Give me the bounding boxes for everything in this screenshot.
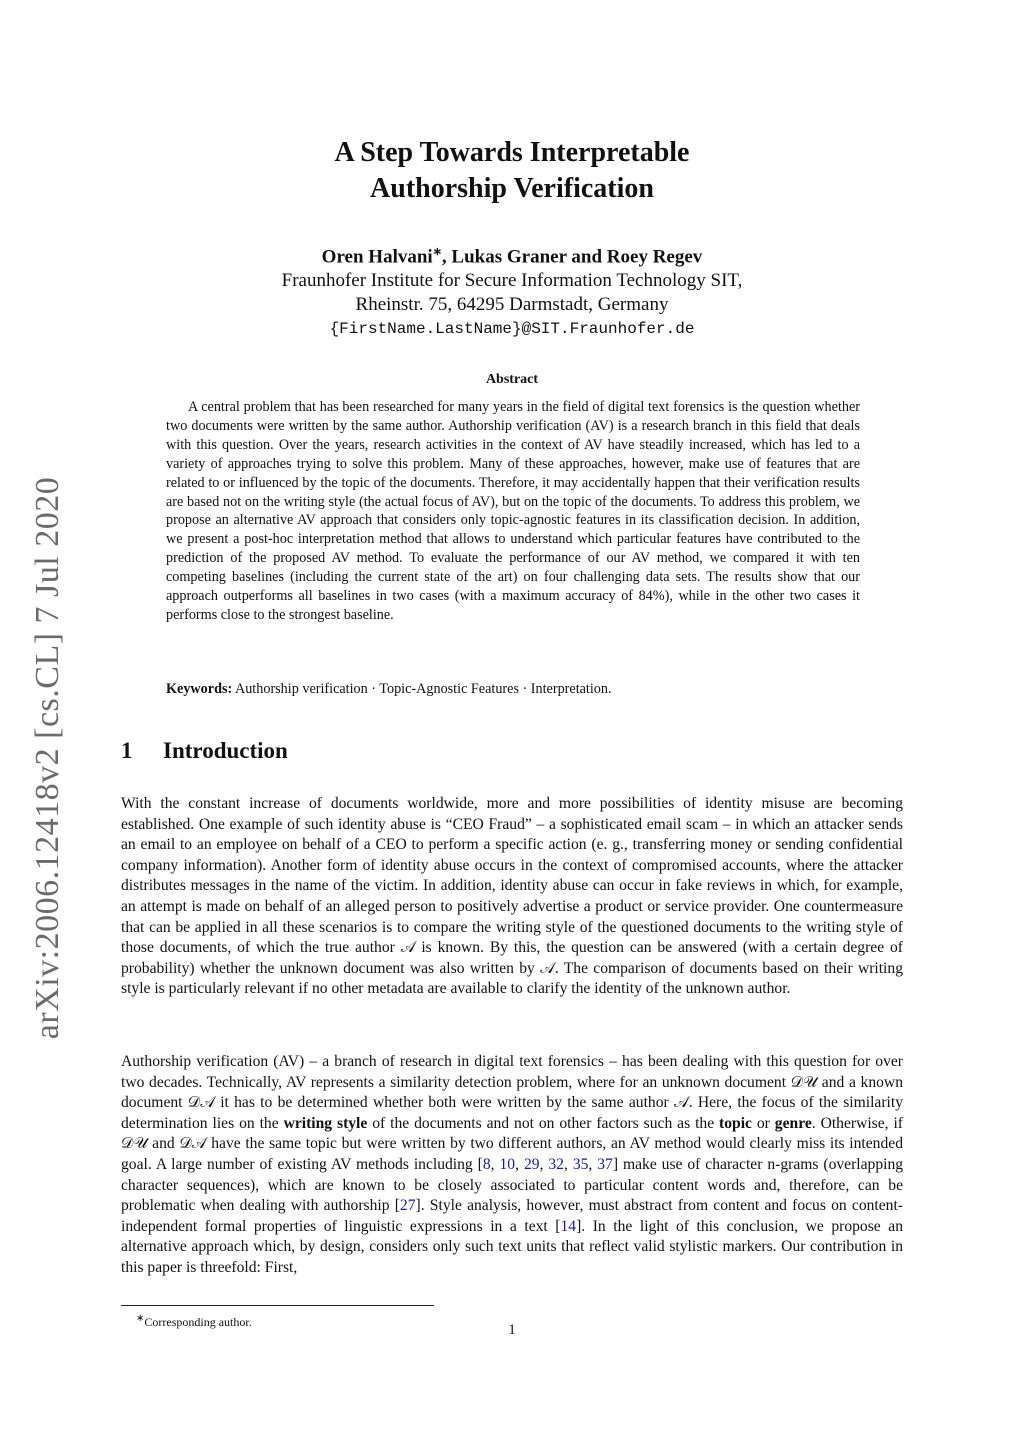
intro-paragraph-1: With the constant increase of documents worldwide, more and more possibilities of identity misuse are becoming established. One example of such identity abuse is “CEO Fraud” – a sophisticated email scam – in which an attacker sends an email to an employee on behalf of a CEO to perform a specific action (e. g., transferring money or sending confidential company information). Another form of identity abuse occurs in the context of compromised accounts, where the attacker distributes messages in the name of the victim. In addition, identity abuse can occur in fake reviews in which, for example, an attempt is made on behalf of an alleged person to positively advertise a product or service provider. One countermeasure that can be applied in all these scenarios is to compare the writing style of the questioned documents to the writing style of those documents, of which the true author 𝒜 is known. By this, the question can be answered (with a certain degree of probability) whether the unknown document was also written by 𝒜. The comparison of documents based on their writing style is particularly relevant if no other metadata are available to clarify the identity of the unknown author. [121, 795, 903, 998]
section-heading [121, 738, 288, 764]
first-author: Oren Halvani [321, 246, 433, 268]
footnote-text: Corresponding author. [144, 1315, 252, 1329]
p2-text-c: or [751, 1114, 775, 1132]
affiliation-line-2: Rheinstr. 75, 64295 Darmstadt, Germany [355, 294, 669, 316]
citation-link[interactable]: 8 [482, 1155, 491, 1173]
p2-text-b: of the documents and not on other factors such as the [367, 1114, 720, 1132]
keywords [166, 681, 860, 698]
paper-title [0, 135, 1024, 207]
citation-link[interactable]: 32 [548, 1155, 564, 1173]
p2-text-e: ] make use of character n-grams (overlapping character sequences), which are known to be closely associated to particular content words and, therefore, can be problematic when dealing with authorship [ [121, 1155, 904, 1215]
footnote-marker: ∗ [136, 1313, 145, 1324]
abstract-text: A central problem that has been researched for many years in the field of digital text forensics is the question whether two documents were written by the same author. Authorship verification (AV) is a research branch in this field that deals with this question. Over the years, research activities in the context of AV have steadily increased, which has led to a variety of approaches trying to solve this problem. Many of these approaches, however, make use of features that are related to or influenced by the topic of the documents. Therefore, it may accidentally happen that their verification results are based not on the writing style (the actual focus of AV), but on the topic of the documents. To address this problem, we propose an alternative AV approach that considers only topic-agnostic features in its classification decision. In addition, we present a post-hoc interpretation method that allows to understand which particular features have contributed to the prediction of the proposed AV method. To evaluate the performance of our AV method, we compared it with ten competing baselines (including the current state of the art) on four challenging data sets. The results show that our approach outperforms all baselines in two cases (with a maximum accuracy of 84%), while in the other two cases it performs close to the strongest baseline. [166, 399, 860, 623]
citation-link[interactable]: 27 [399, 1197, 416, 1215]
citation-link[interactable]: 14 [560, 1217, 577, 1235]
affiliation-line-1: Fraunhofer Institute for Secure Information Technology SIT, [281, 270, 743, 292]
arxiv-identifier-text: arXiv:2006.12418v2 [cs.CL] 7 Jul 2020 [29, 476, 66, 1039]
title-line-2: Authorship Verification [370, 173, 654, 204]
title-line-1: A Step Towards Interpretable [334, 137, 690, 168]
citation-link[interactable]: 37 [597, 1155, 613, 1173]
genre-term: genre [774, 1114, 812, 1132]
corresponding-marker: ∗ [432, 246, 442, 258]
author-block [0, 240, 1024, 341]
arxiv-identifier [26, 470, 70, 1045]
citation-link[interactable]: 10 [499, 1155, 516, 1173]
page-number: 1 [508, 1322, 516, 1338]
footnote-rule [121, 1305, 434, 1306]
author-names [0, 240, 1024, 269]
p2-text-d: . Otherwise, if 𝒟𝒰 and 𝒟𝒜 have the same topic but were written by two different authors, an AV method would clearly miss its intended goal. A large number of existing AV methods including [ [121, 1114, 903, 1173]
p2-text-g: ]. In the light of this conclusion, we propose an alternative approach which, by design, considers only such text units that reflect valid stylistic markers. Our contribution in this paper is threefold: First, [121, 1217, 903, 1276]
section-number: 1 [121, 738, 133, 763]
keywords-text: Authorship verification · Topic-Agnostic Features · Interpretation. [234, 681, 612, 697]
abstract-heading: Abstract [485, 372, 539, 387]
topic-term: topic [719, 1114, 752, 1132]
intro-paragraph-2: Authorship verification (AV) – a branch of research in digital text forensics – has been dealing with this question for over two decades. Technically, AV represents a similarity detection problem, where for an unknown document 𝒟𝒰 and a known document 𝒟𝒜 it has to be determined whether both were written by the same author 𝒜. Here, the focus of the similarity determination lies on the writing style of the documents and not on other factors such as the topic or genre. Otherwise, if 𝒟𝒰 and 𝒟𝒜 have the same topic but were written by two different authors, an AV method would clearly miss its intended goal. A large number of existing AV methods including [8, 10, 29, 32, 35, 37] make use of character n-grams (overlapping character sequences), which are known to be closely associated to particular content words and, therefore, can be problematic when dealing with authorship [27]. Style analysis, however, must abstract from content and focus on content-independent formal properties of linguistic expressions in a text [14]. In the light of this conclusion, we propose an alternative approach which, by design, considers only such text units that reflect valid stylistic markers. Our contribution in this paper is threefold: First, [121, 1053, 904, 1276]
citation-link[interactable]: 29 [523, 1155, 540, 1173]
section-title: Introduction [163, 738, 288, 763]
keywords-label: Keywords: [166, 681, 233, 697]
author-email: {FirstName.LastName}@SIT.Fraunhofer.de [329, 320, 695, 339]
other-authors: , Lukas Graner and Roey Regev [441, 246, 703, 268]
p2-text-a: Authorship verification (AV) – a branch of research in digital text forensics – has been dealing with this question for over two decades. Technically, AV represents a similarity detection problem, where for an unknown document 𝒟𝒰 and a known document 𝒟𝒜 it has to be determined whether both were written by the same author 𝒜. Here, the focus of the similarity determination lies on the [121, 1053, 903, 1132]
writing-style-term: writing style [283, 1114, 368, 1132]
citation-link[interactable]: 35 [572, 1155, 589, 1173]
p2-text-f: ]. Style analysis, however, must abstract from content and focus on content-independent formal properties of linguistic expressions in a text [ [121, 1197, 903, 1235]
